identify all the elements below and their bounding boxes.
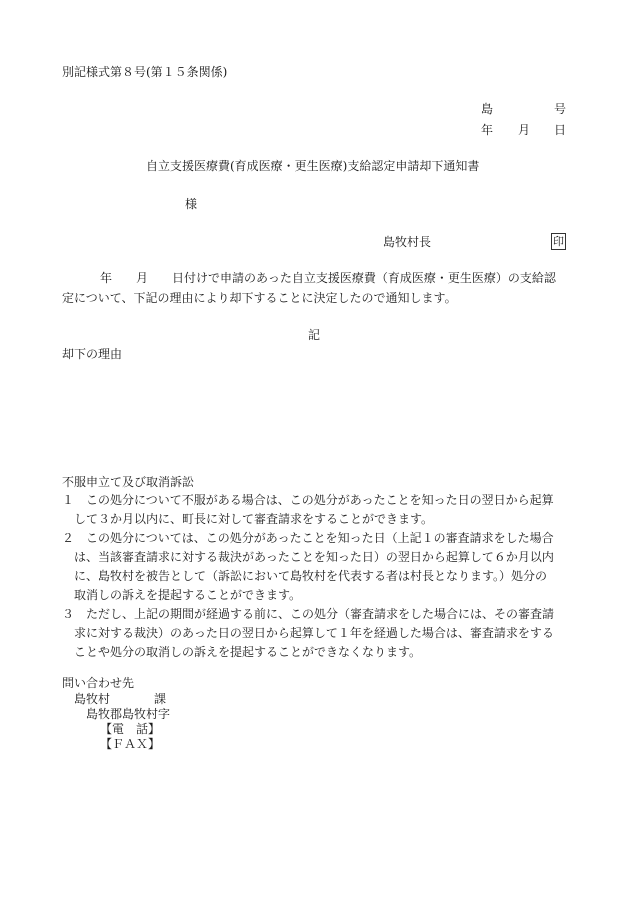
- appeal-heading: 不服申立て及び取消訴訟: [62, 475, 195, 489]
- contact-address: 島牧郡島牧村字: [86, 707, 171, 721]
- body-year: 年: [100, 271, 113, 285]
- appeal-line: ２ この処分については、この処分があったことを知った日（上記１の審査請求をした場合: [62, 531, 554, 545]
- appeal-line: ３ ただし、上記の期間が経過する前に、この処分（審査請求をした場合には、その審査請: [62, 607, 555, 621]
- appeal-line: は、当該審査請求に対する裁決があったことを知った日）の翌日から起算して６か月以内: [62, 550, 554, 564]
- reason-label: 却下の理由: [62, 347, 123, 361]
- appeal-line: 求に対する裁決）のあった日の翌日から起算して１年を経過した場合は、審査請求をする: [62, 626, 554, 640]
- seal-mark: 印: [553, 235, 564, 248]
- appeal-line: に、島牧村を被告として（訴訟において島牧村を代表する者は村長となります。）処分の: [62, 569, 548, 583]
- addressee-suffix: 様: [185, 197, 198, 211]
- contact-phone: 【電 話】: [100, 722, 161, 736]
- appeal-line: ことや処分の取消しの訴えを提起することができなくなります。: [62, 645, 422, 659]
- document-title: 自立支援医療費(育成医療・更生医療)支給認定申請却下通知書: [146, 159, 480, 173]
- contact-village: 島牧村: [74, 692, 111, 706]
- contact-fax: 【ＦＡＸ】: [100, 737, 161, 751]
- contact-division: 課: [154, 692, 167, 706]
- contact-heading: 問い合わせ先: [62, 676, 135, 690]
- date-year: 年: [481, 123, 494, 137]
- appeal-line: １ この処分について不服がある場合は、この処分があったことを知った日の翌日から起算: [62, 493, 554, 507]
- form-number: 別記様式第８号(第１５条関係): [62, 65, 228, 79]
- doc-no-prefix: 島: [481, 102, 494, 116]
- appeal-line: して３か月以内に、町長に対して審査請求をすることができます。: [62, 512, 434, 526]
- ki-heading: 記: [308, 328, 321, 342]
- date-month: 月: [518, 123, 531, 137]
- body-text-line1: 日付けで申請のあった自立支援医療費（育成医療・更生医療）の支給認: [172, 271, 556, 285]
- appeal-line: 取消しの訴えを提起することができます。: [62, 588, 302, 602]
- body-month: 月: [136, 271, 149, 285]
- doc-no-suffix: 号: [554, 102, 567, 116]
- date-day: 日: [554, 123, 567, 137]
- issuer-name: 島牧村長: [383, 235, 432, 249]
- body-text-line2: 定について、下記の理由により却下することに決定したので通知します。: [62, 291, 457, 305]
